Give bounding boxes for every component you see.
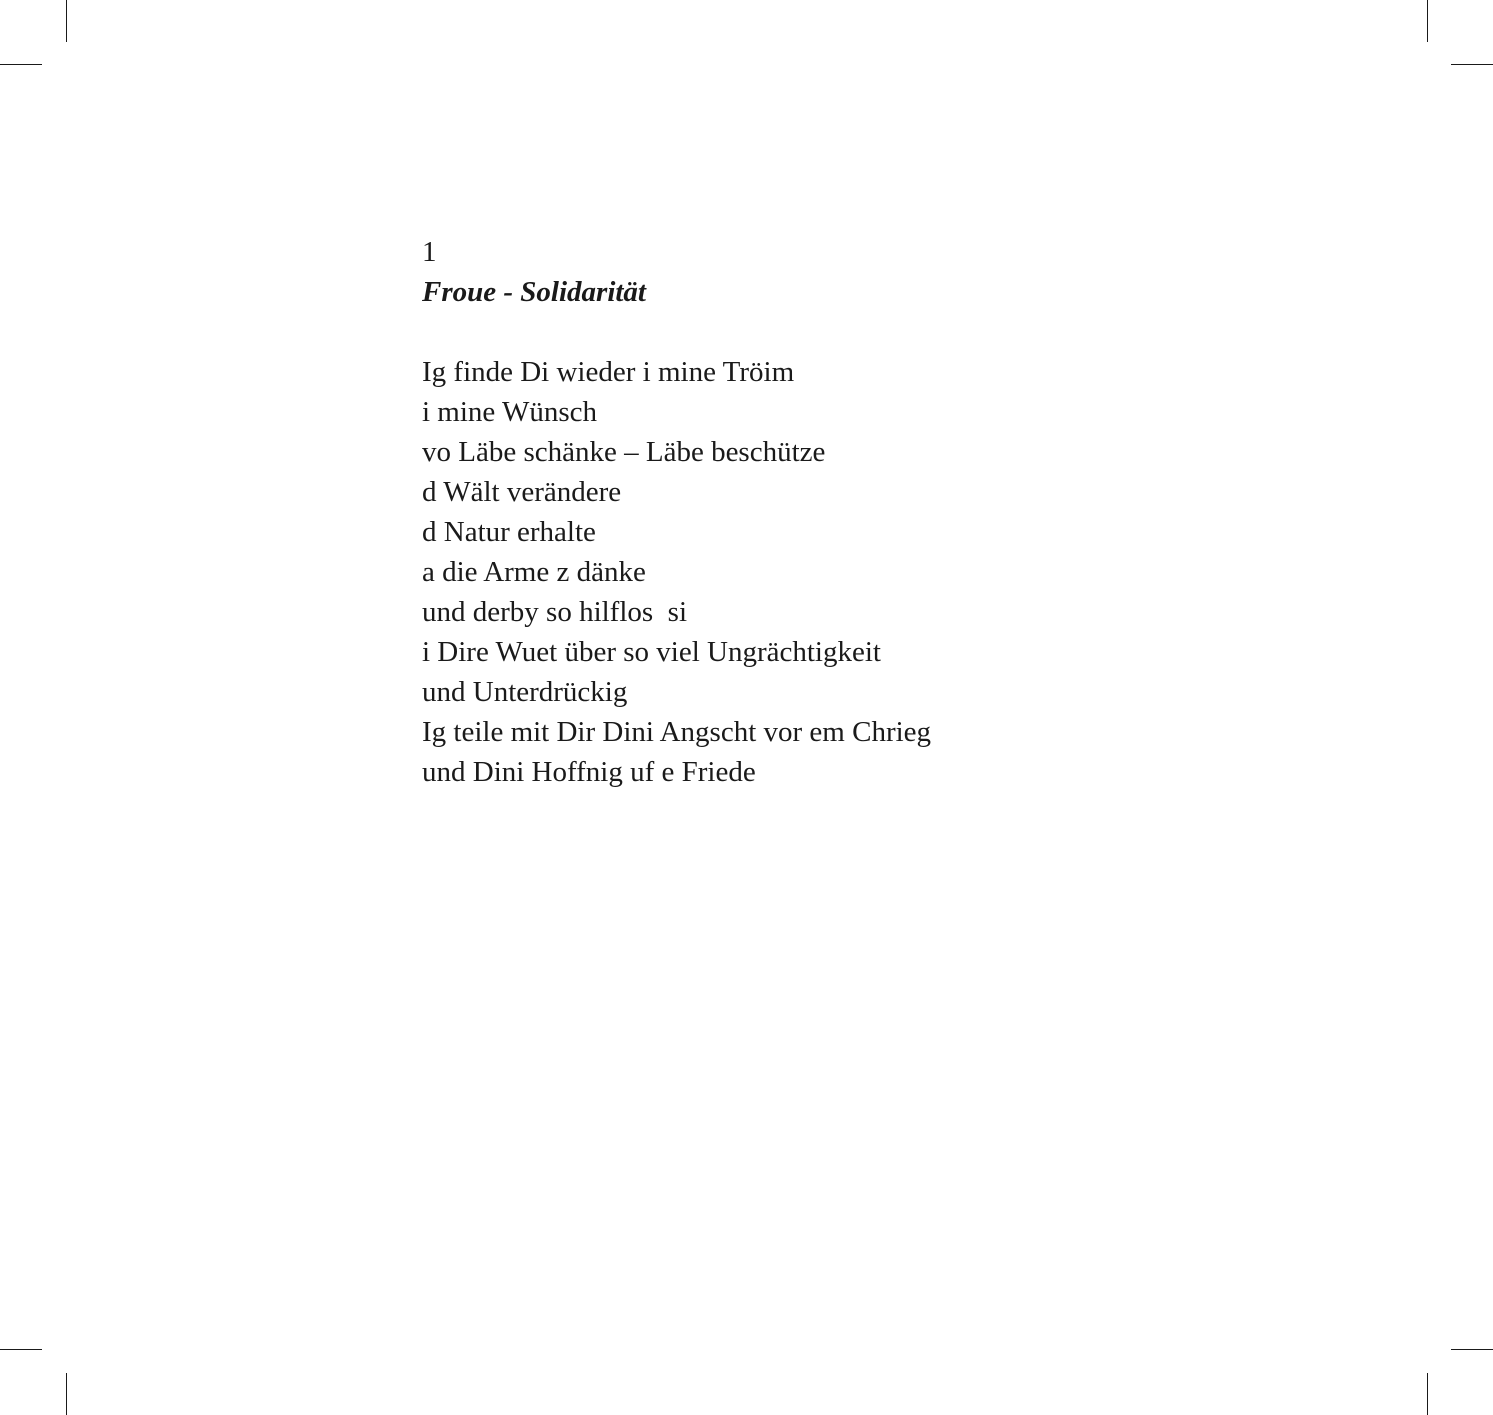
crop-mark-bottom-right-horizontal [1451, 1349, 1493, 1350]
poem-line: a die Arme z dänke [422, 556, 646, 588]
poem-line: d Wält verändere [422, 476, 622, 508]
crop-mark-top-right-horizontal [1451, 64, 1493, 65]
poem-line: und derby so hilflos si [422, 596, 688, 628]
poem-line: Ig teile mit Dir Dini Angscht vor em Chrieg [422, 716, 932, 748]
poem-line: Ig finde Di wieder i mine Tröim [422, 356, 795, 388]
poem [422, 232, 1182, 792]
crop-mark-bottom-left-horizontal [0, 1349, 42, 1350]
poem-line: i mine Wünsch [422, 396, 598, 428]
crop-mark-bottom-right-vertical [1427, 1373, 1428, 1415]
crop-mark-top-right-vertical [1427, 0, 1428, 42]
poem-stanza [422, 352, 1182, 792]
poem-line: vo Läbe schänke – Läbe beschütze [422, 436, 826, 468]
poem-line: und Dini Hoffnig uf e Friede [422, 756, 756, 788]
crop-mark-top-left-horizontal [0, 64, 42, 65]
crop-mark-top-left-vertical [66, 0, 67, 42]
poem-line: und Unterdrückig [422, 676, 628, 708]
poem-line: i Dire Wuet über so viel Ungrächtigkeit [422, 636, 881, 668]
poem-title: Froue - Solidarität [422, 276, 646, 308]
poem-line: d Natur erhalte [422, 516, 596, 548]
crop-mark-bottom-left-vertical [66, 1373, 67, 1415]
poem-number: 1 [422, 236, 437, 268]
